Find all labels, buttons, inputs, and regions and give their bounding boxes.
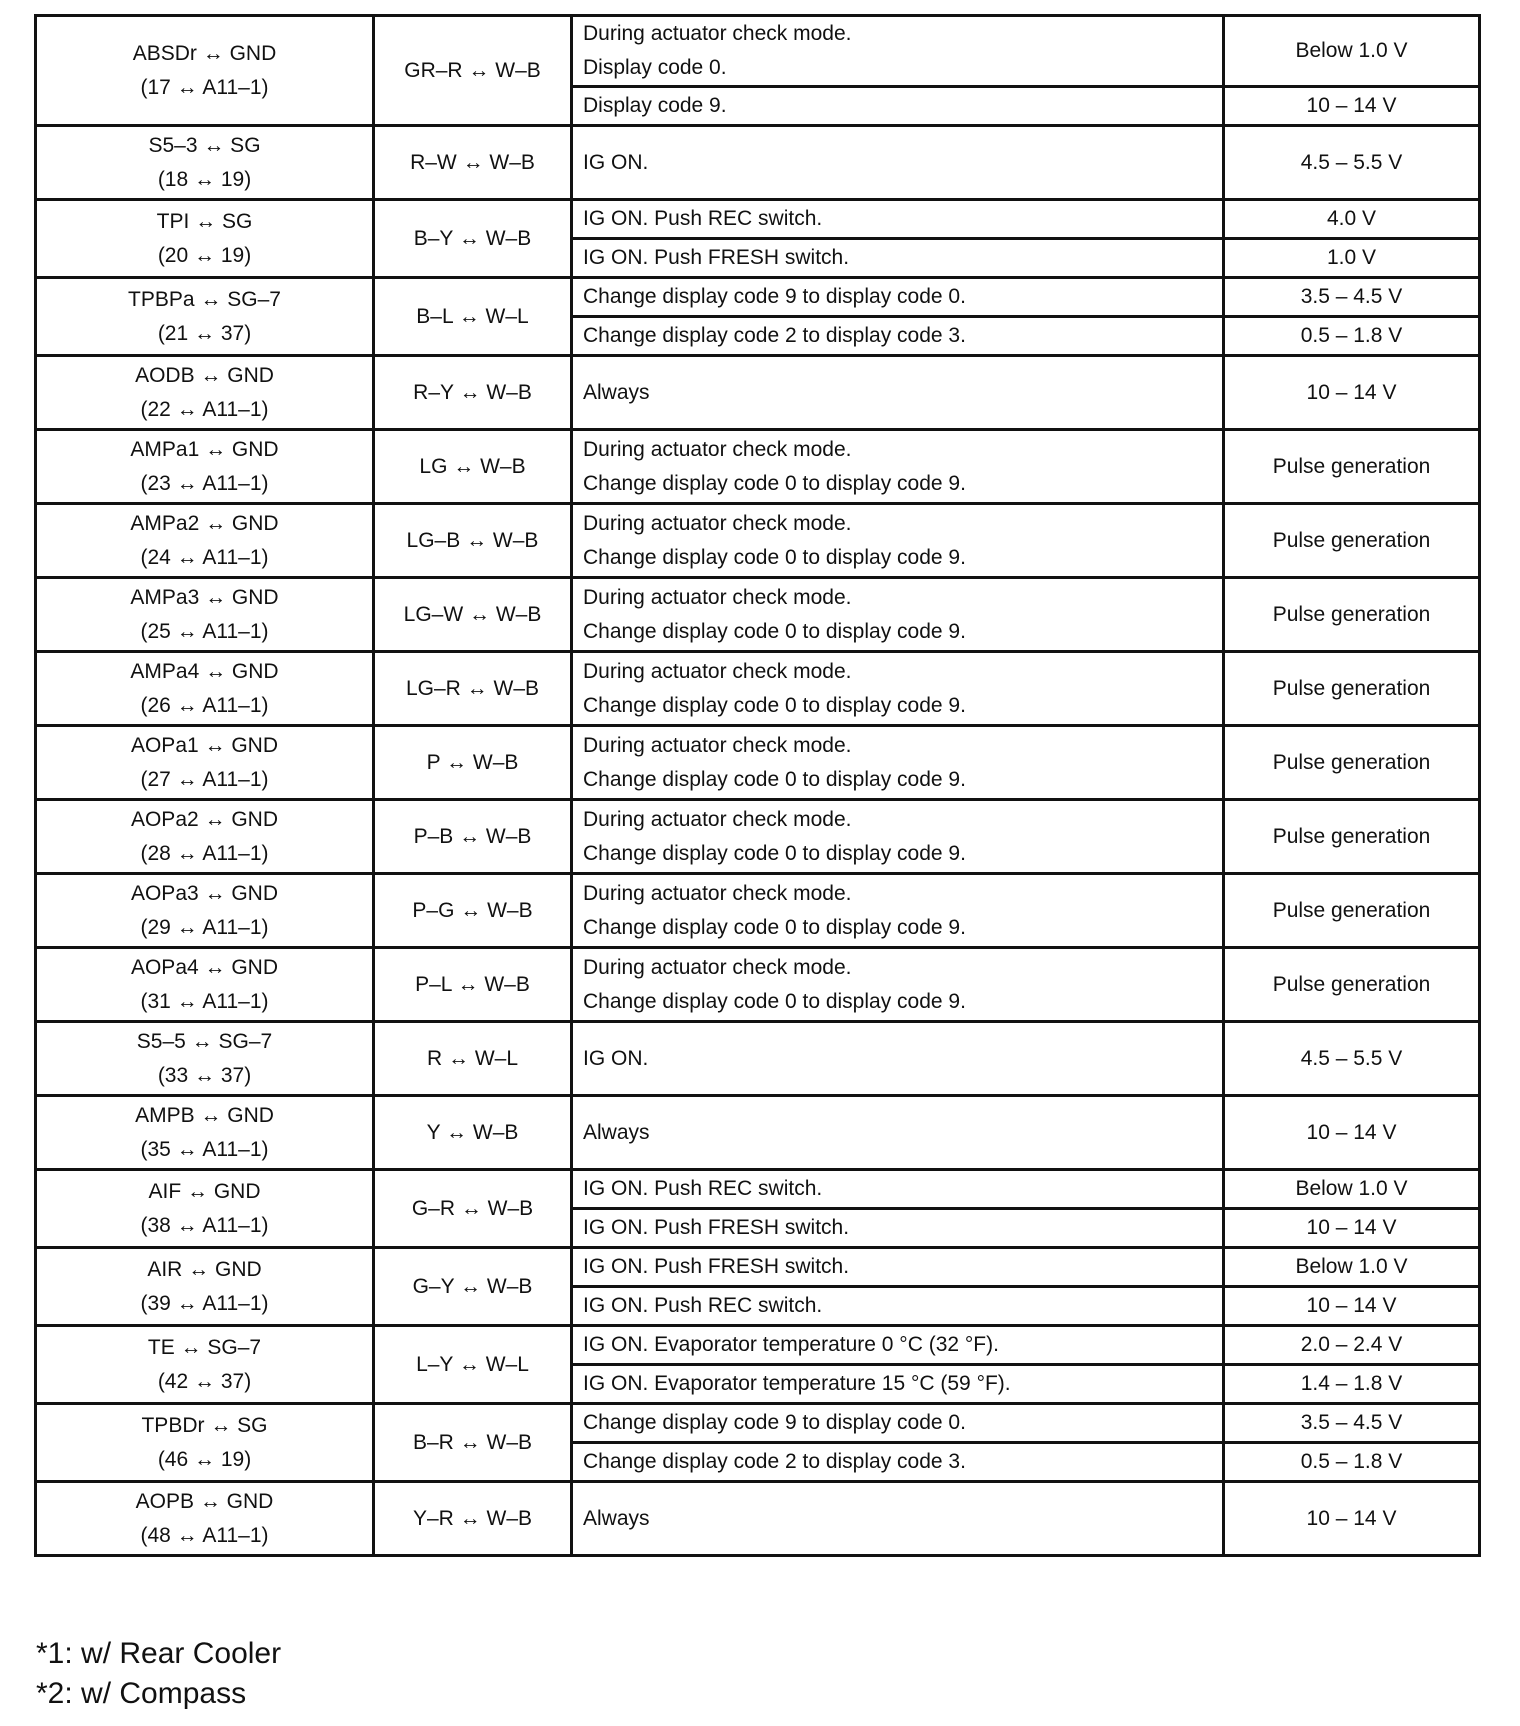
terminal-pins: (27 ↔ A11–1) (140, 767, 269, 791)
terminal-pins: (42 ↔ 37) (157, 1369, 252, 1393)
specified-condition-cell: 3.5 – 4.5 V (1224, 1404, 1480, 1443)
specified-condition-cell: 3.5 – 4.5 V (1224, 278, 1480, 317)
condition-line: During actuator check mode. (583, 437, 852, 461)
wiring-color-cell: L–Y ↔ W–L (374, 1326, 572, 1404)
terminal-cell (36, 800, 374, 874)
terminal-cell (36, 16, 374, 126)
specified-condition-cell: Below 1.0 V (1224, 1248, 1480, 1287)
terminal-name: AMPB ↔ GND (135, 1103, 274, 1127)
footnote-compass: *2: w/ Compass (36, 1677, 247, 1710)
terminal-cell (36, 356, 374, 430)
specified-condition-cell: Pulse generation (1224, 726, 1480, 800)
terminal-pins: (33 ↔ 37) (157, 1063, 252, 1087)
terminal-voltage-table-body (36, 16, 1480, 1556)
condition-line: IG ON. Push REC switch. (583, 1177, 823, 1200)
condition-cell (572, 1248, 1224, 1287)
terminal-name: TE ↔ SG–7 (147, 1335, 262, 1359)
wiring-color-cell: B–L ↔ W–L (374, 278, 572, 356)
footnote-rear-cooler: *1: w/ Rear Cooler (36, 1637, 282, 1670)
condition-line: Change display code 0 to display code 9. (583, 545, 966, 569)
condition-cell (572, 317, 1224, 356)
table-row (36, 504, 1480, 578)
condition-line: Display code 9. (583, 94, 727, 117)
terminal-cell (36, 1170, 374, 1248)
condition-line: IG ON. Evaporator temperature 15 °C (59 °F). (583, 1372, 1011, 1395)
terminal-name: AOPa4 ↔ GND (130, 955, 279, 979)
condition-line: During actuator check mode. (583, 659, 852, 683)
specified-condition-cell: Pulse generation (1224, 430, 1480, 504)
wiring-color-cell: Y–R ↔ W–B (374, 1482, 572, 1556)
terminal-cell (36, 578, 374, 652)
terminal-cell (36, 430, 374, 504)
table-row (36, 430, 1480, 504)
terminal-voltage-table (34, 14, 1481, 1557)
condition-line: IG ON. Push FRESH switch. (583, 246, 850, 269)
wiring-color-cell: GR–R ↔ W–B (374, 16, 572, 126)
terminal-name: S5–3 ↔ SG (148, 133, 261, 157)
terminal-pins: (17 ↔ A11–1) (140, 75, 269, 99)
specified-condition-cell: 1.4 – 1.8 V (1224, 1365, 1480, 1404)
specified-condition-cell: 4.5 – 5.5 V (1224, 1022, 1480, 1096)
wiring-color-cell: Y ↔ W–B (374, 1096, 572, 1170)
specified-condition-cell: 2.0 – 2.4 V (1224, 1326, 1480, 1365)
specified-condition-cell: Below 1.0 V (1224, 16, 1480, 87)
condition-line: During actuator check mode. (583, 585, 852, 609)
wiring-color-cell: P–L ↔ W–B (374, 948, 572, 1022)
condition-line: IG ON. Push REC switch. (583, 1294, 823, 1317)
condition-line: IG ON. Push FRESH switch. (583, 1255, 850, 1278)
condition-cell (572, 874, 1224, 948)
specified-condition-cell: 10 – 14 V (1224, 1096, 1480, 1170)
condition-line: IG ON. (583, 1046, 649, 1070)
terminal-pins: (24 ↔ A11–1) (140, 545, 269, 569)
condition-cell (572, 504, 1224, 578)
condition-line: During actuator check mode. (583, 881, 852, 905)
terminal-name: AOPa2 ↔ GND (130, 807, 279, 831)
condition-cell (572, 200, 1224, 239)
terminal-name: AMPa4 ↔ GND (130, 659, 279, 683)
table-row (36, 126, 1480, 200)
table-row (36, 16, 1480, 87)
condition-line: During actuator check mode. (583, 955, 852, 979)
condition-cell (572, 1365, 1224, 1404)
terminal-name: AMPa1 ↔ GND (130, 437, 279, 461)
specified-condition-cell: 10 – 14 V (1224, 87, 1480, 126)
footnotes (36, 1634, 281, 1714)
condition-line: Change display code 0 to display code 9. (583, 471, 966, 495)
specified-condition-cell: 0.5 – 1.8 V (1224, 1443, 1480, 1482)
terminal-cell (36, 1248, 374, 1326)
wiring-color-cell: LG–R ↔ W–B (374, 652, 572, 726)
wiring-color-cell: R–W ↔ W–B (374, 126, 572, 200)
condition-cell (572, 1482, 1224, 1556)
terminal-pins: (35 ↔ A11–1) (140, 1137, 269, 1161)
table-row (36, 1170, 1480, 1209)
terminal-name: AODB ↔ GND (135, 363, 274, 387)
terminal-pins: (28 ↔ A11–1) (140, 841, 269, 865)
condition-line: Change display code 0 to display code 9. (583, 767, 966, 791)
specified-condition-cell: Pulse generation (1224, 504, 1480, 578)
condition-cell (572, 1209, 1224, 1248)
specified-condition-cell: Pulse generation (1224, 800, 1480, 874)
condition-cell (572, 1404, 1224, 1443)
terminal-name: AIR ↔ GND (147, 1257, 262, 1281)
terminal-name: TPBDr ↔ SG (141, 1413, 268, 1437)
terminal-pins: (48 ↔ A11–1) (140, 1523, 269, 1547)
terminal-cell (36, 1022, 374, 1096)
terminal-pins: (39 ↔ A11–1) (140, 1291, 269, 1315)
terminal-name: AMPa2 ↔ GND (130, 511, 279, 535)
terminal-pins: (25 ↔ A11–1) (140, 619, 269, 643)
condition-cell (572, 87, 1224, 126)
table-row (36, 1482, 1480, 1556)
terminal-cell (36, 126, 374, 200)
wiring-color-cell: R ↔ W–L (374, 1022, 572, 1096)
terminal-cell (36, 1404, 374, 1482)
condition-cell (572, 1443, 1224, 1482)
terminal-name: TPBPa ↔ SG–7 (128, 287, 281, 311)
terminal-cell (36, 726, 374, 800)
condition-cell (572, 356, 1224, 430)
condition-cell (572, 1287, 1224, 1326)
condition-cell (572, 1170, 1224, 1209)
specified-condition-cell: Pulse generation (1224, 874, 1480, 948)
condition-line: During actuator check mode. (583, 511, 852, 535)
terminal-cell (36, 1326, 374, 1404)
table-row (36, 356, 1480, 430)
condition-cell (572, 800, 1224, 874)
specified-condition-cell: 4.5 – 5.5 V (1224, 126, 1480, 200)
condition-line: Display code 0. (583, 56, 727, 79)
table-row (36, 200, 1480, 239)
wiring-color-cell: P ↔ W–B (374, 726, 572, 800)
wiring-color-cell: P–B ↔ W–B (374, 800, 572, 874)
wiring-color-cell: P–G ↔ W–B (374, 874, 572, 948)
terminal-cell (36, 278, 374, 356)
condition-line: Change display code 2 to display code 3. (583, 324, 966, 347)
terminal-cell (36, 948, 374, 1022)
terminal-cell (36, 652, 374, 726)
terminal-pins: (46 ↔ 19) (157, 1447, 252, 1471)
specified-condition-cell: 10 – 14 V (1224, 1482, 1480, 1556)
terminal-name: S5–5 ↔ SG–7 (136, 1029, 273, 1053)
condition-cell (572, 726, 1224, 800)
terminal-pins: (26 ↔ A11–1) (140, 693, 269, 717)
condition-line: Change display code 0 to display code 9. (583, 841, 966, 865)
condition-cell (572, 1096, 1224, 1170)
condition-cell (572, 1022, 1224, 1096)
condition-line: Change display code 0 to display code 9. (583, 989, 966, 1013)
condition-line: Always (583, 1120, 650, 1144)
terminal-name: AOPa1 ↔ GND (130, 733, 279, 757)
table-row (36, 578, 1480, 652)
condition-line: Change display code 0 to display code 9. (583, 619, 966, 643)
specified-condition-cell: 10 – 14 V (1224, 356, 1480, 430)
condition-cell (572, 430, 1224, 504)
condition-line: Always (583, 1506, 650, 1530)
table-row (36, 948, 1480, 1022)
specified-condition-cell: 10 – 14 V (1224, 1209, 1480, 1248)
wiring-color-cell: LG–B ↔ W–B (374, 504, 572, 578)
terminal-name: ABSDr ↔ GND (132, 41, 277, 65)
condition-line: Change display code 9 to display code 0. (583, 1411, 966, 1434)
table-row (36, 278, 1480, 317)
specified-condition-cell: Pulse generation (1224, 652, 1480, 726)
table-row (36, 726, 1480, 800)
wiring-color-cell: B–R ↔ W–B (374, 1404, 572, 1482)
table-row (36, 1248, 1480, 1287)
condition-line: During actuator check mode. (583, 807, 852, 831)
condition-line: Change display code 2 to display code 3. (583, 1450, 966, 1473)
terminal-cell (36, 200, 374, 278)
condition-cell (572, 126, 1224, 200)
table-row (36, 1022, 1480, 1096)
specified-condition-cell: 4.0 V (1224, 200, 1480, 239)
condition-line: Change display code 9 to display code 0. (583, 285, 966, 308)
table-row (36, 1326, 1480, 1365)
table-row (36, 1404, 1480, 1443)
wiring-color-cell: G–R ↔ W–B (374, 1170, 572, 1248)
terminal-name: AIF ↔ GND (148, 1179, 261, 1203)
condition-line: IG ON. Push FRESH switch. (583, 1216, 850, 1239)
specified-condition-cell: Pulse generation (1224, 578, 1480, 652)
table-row (36, 800, 1480, 874)
condition-line: Always (583, 380, 650, 404)
condition-cell (572, 578, 1224, 652)
terminal-pins: (22 ↔ A11–1) (140, 397, 269, 421)
condition-cell (572, 1326, 1224, 1365)
specified-condition-cell: 0.5 – 1.8 V (1224, 317, 1480, 356)
wiring-color-cell: B–Y ↔ W–B (374, 200, 572, 278)
wiring-color-cell: LG ↔ W–B (374, 430, 572, 504)
specified-condition-cell: 1.0 V (1224, 239, 1480, 278)
condition-line: IG ON. Push REC switch. (583, 207, 823, 230)
wiring-color-cell: LG–W ↔ W–B (374, 578, 572, 652)
terminal-pins: (23 ↔ A11–1) (140, 471, 269, 495)
specified-condition-cell: Below 1.0 V (1224, 1170, 1480, 1209)
terminal-pins: (21 ↔ 37) (157, 321, 252, 345)
specified-condition-cell: 10 – 14 V (1224, 1287, 1480, 1326)
table-row (36, 1096, 1480, 1170)
terminal-pins: (31 ↔ A11–1) (140, 989, 269, 1013)
terminal-cell (36, 874, 374, 948)
condition-cell (572, 652, 1224, 726)
terminal-name: TPI ↔ SG (156, 209, 253, 233)
terminal-pins: (20 ↔ 19) (157, 243, 252, 267)
condition-line: Change display code 0 to display code 9. (583, 693, 966, 717)
table-row (36, 874, 1480, 948)
wiring-color-cell: R–Y ↔ W–B (374, 356, 572, 430)
wiring-color-cell: G–Y ↔ W–B (374, 1248, 572, 1326)
table-row (36, 652, 1480, 726)
condition-line: IG ON. Evaporator temperature 0 °C (32 °F). (583, 1333, 999, 1356)
condition-line: IG ON. (583, 150, 649, 174)
terminal-name: AOPB ↔ GND (135, 1489, 274, 1513)
condition-line: Change display code 0 to display code 9. (583, 915, 966, 939)
condition-cell (572, 278, 1224, 317)
specified-condition-cell: Pulse generation (1224, 948, 1480, 1022)
condition-cell (572, 16, 1224, 87)
terminal-name: AOPa3 ↔ GND (130, 881, 279, 905)
terminal-cell (36, 1096, 374, 1170)
condition-line: During actuator check mode. (583, 733, 852, 757)
terminal-name: AMPa3 ↔ GND (130, 585, 279, 609)
condition-line: During actuator check mode. (583, 22, 852, 45)
condition-cell (572, 239, 1224, 278)
terminal-pins: (29 ↔ A11–1) (140, 915, 269, 939)
terminal-cell (36, 504, 374, 578)
terminal-pins: (18 ↔ 19) (157, 167, 252, 191)
condition-cell (572, 948, 1224, 1022)
terminal-pins: (38 ↔ A11–1) (140, 1213, 269, 1237)
terminal-cell (36, 1482, 374, 1556)
